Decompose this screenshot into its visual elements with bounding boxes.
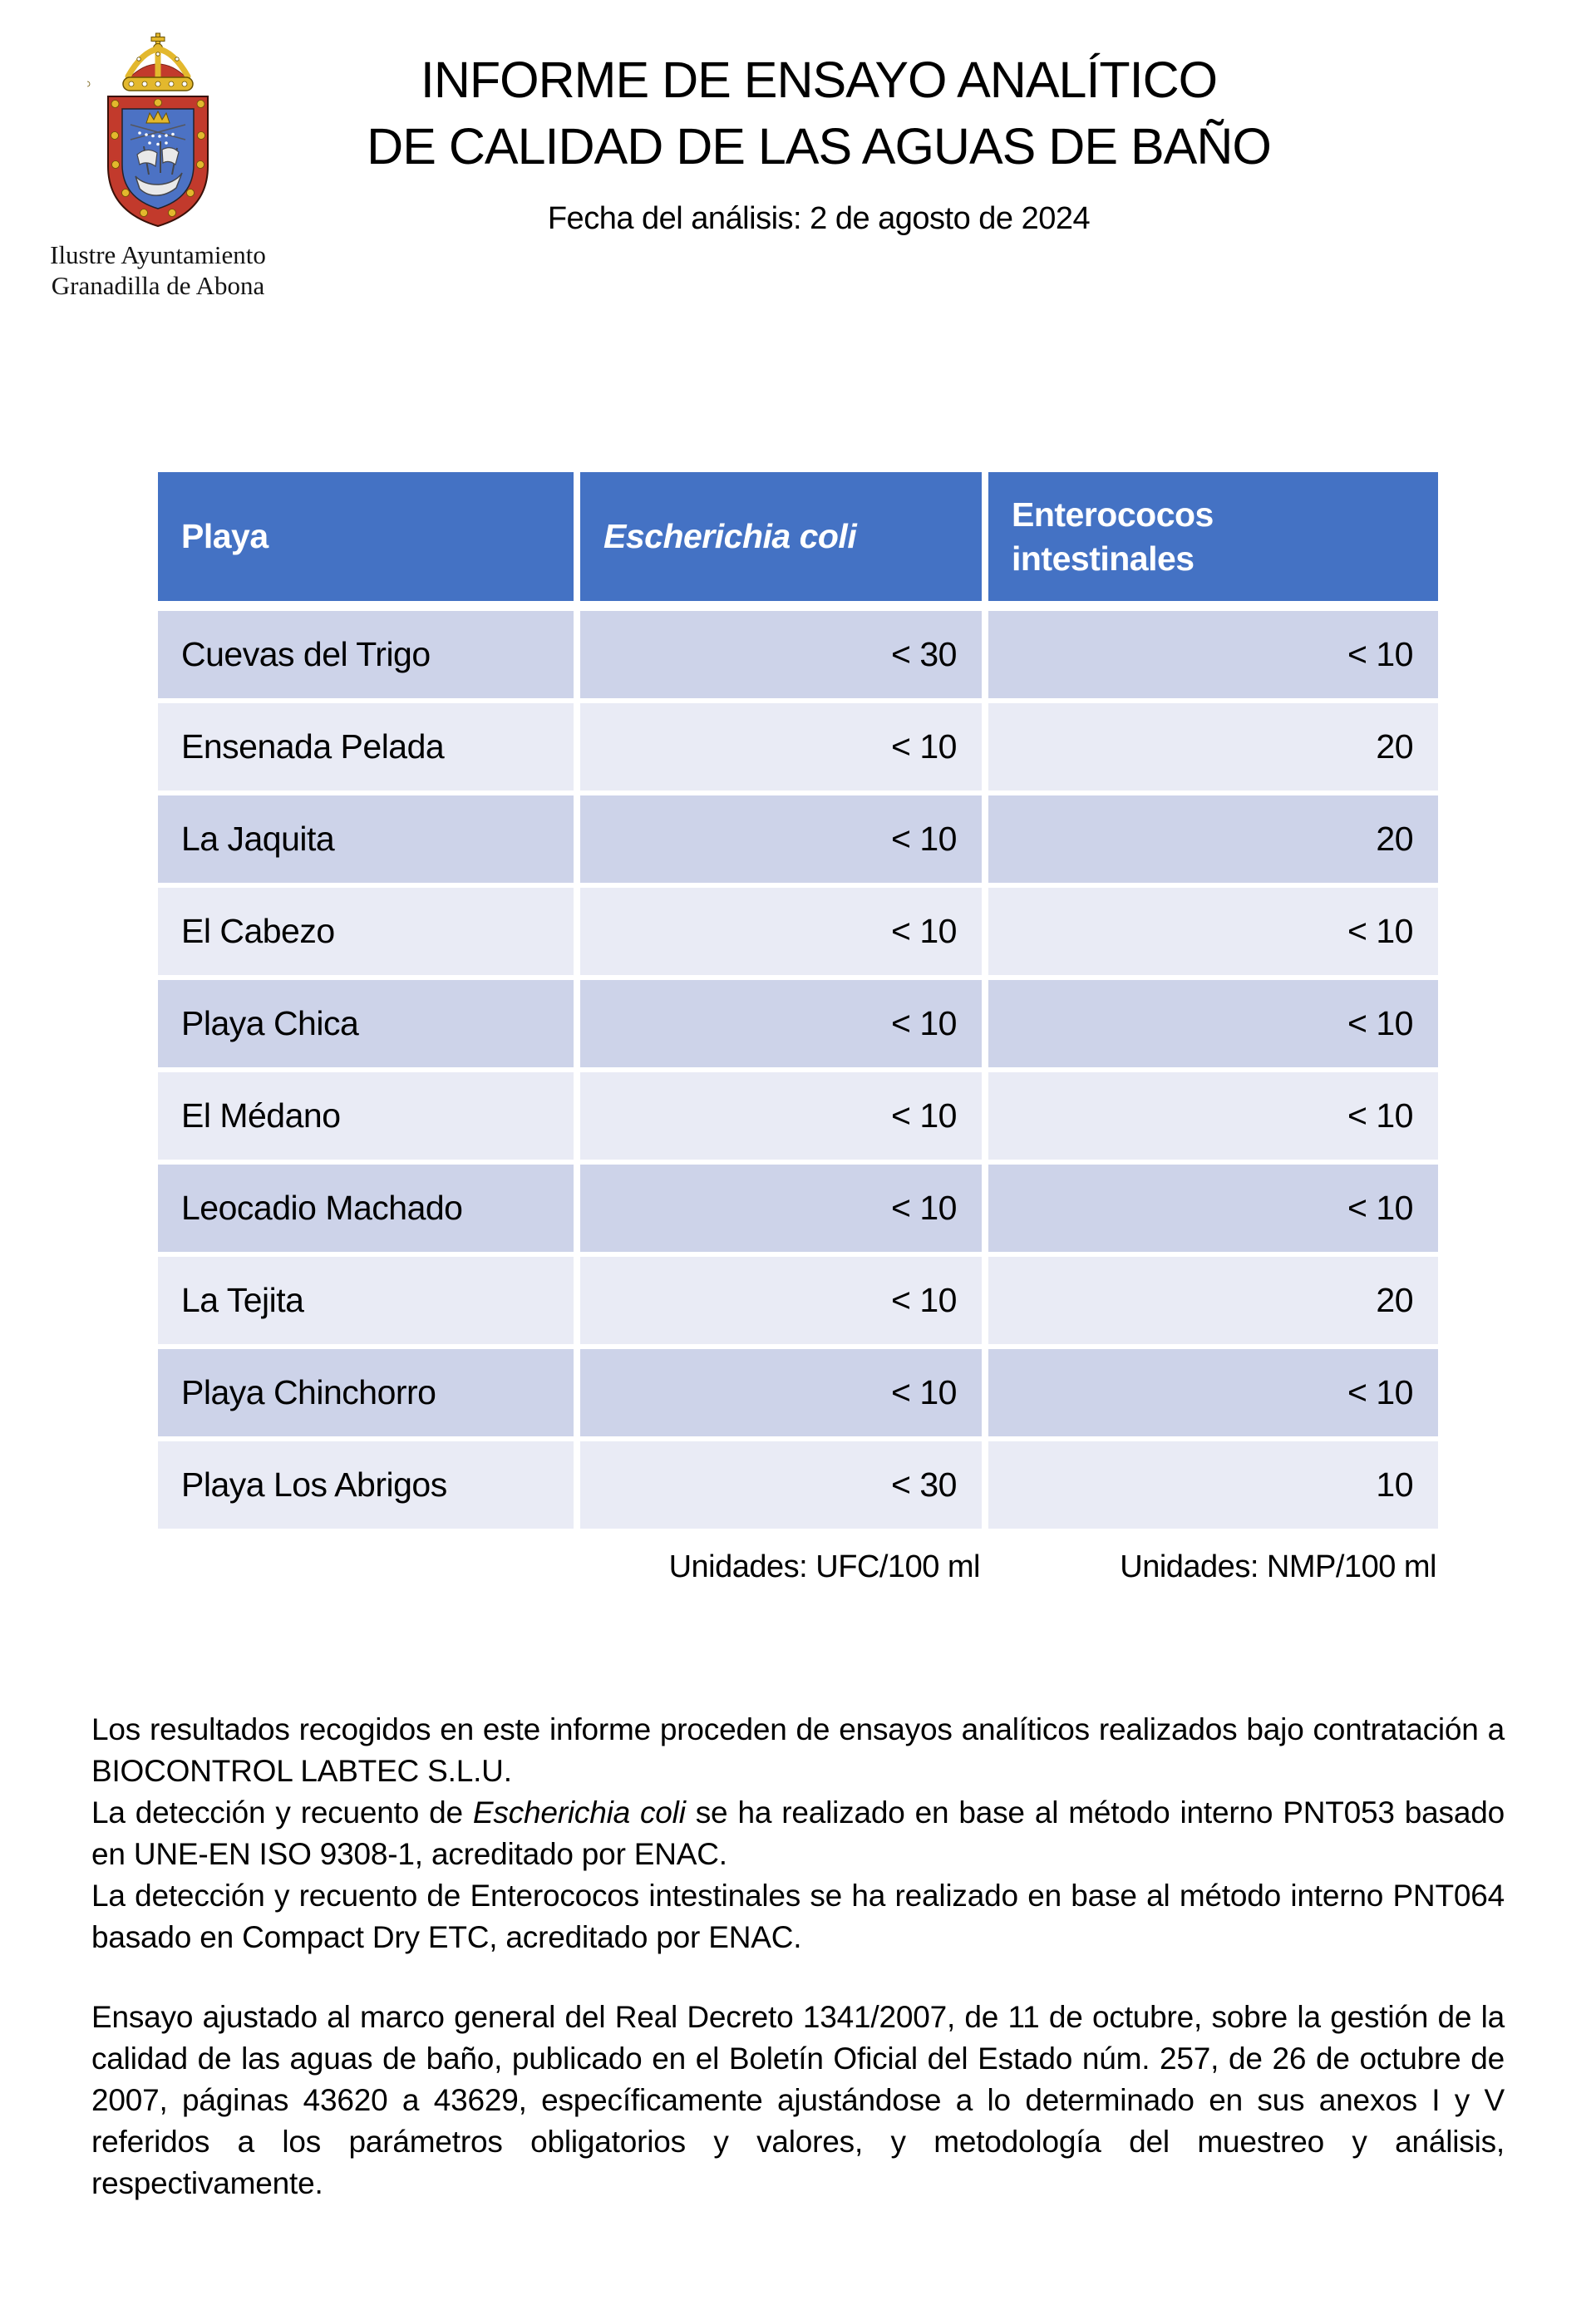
units-ecoli: Unidades: UFC/100 ml: [668, 1549, 980, 1584]
title-line-1: INFORME DE ENSAYO ANALÍTICO: [420, 52, 1218, 108]
logo-block: [46, 25, 270, 301]
cell-ecoli-value: < 10: [580, 980, 982, 1067]
cell-enterococos-value: < 10: [988, 1165, 1438, 1252]
page-title: [357, 47, 1280, 180]
notes-section: [91, 1709, 1505, 2204]
cell-playa-name: Ensenada Pelada: [158, 703, 574, 790]
cell-enterococos-value: 10: [988, 1441, 1438, 1529]
results-table-rows: [158, 611, 1438, 1529]
cell-enterococos-value: < 10: [988, 888, 1438, 975]
cell-playa-name: Cuevas del Trigo: [158, 611, 574, 698]
cell-playa-name: La Jaquita: [158, 795, 574, 883]
cell-ecoli-value: < 30: [580, 611, 982, 698]
cell-ecoli-value: < 10: [580, 1072, 982, 1160]
cell-enterococos-value: < 10: [988, 1072, 1438, 1160]
logo-org-line2: Granadilla de Abona: [51, 271, 265, 300]
cell-playa-name: Playa Los Abrigos: [158, 1441, 574, 1529]
cell-ecoli-value: < 30: [580, 1441, 982, 1529]
header-cell-playa: Playa: [158, 472, 574, 601]
cell-enterococos-value: < 10: [988, 1349, 1438, 1436]
note-ecoli-method: La detección y recuento de Escherichia coli se ha realizado en base al método interno PNT053 basado en UNE-EN ISO 9308-1, acreditado por ENAC.: [91, 1795, 1505, 1871]
logo-org-line1: Ilustre Ayuntamiento: [50, 240, 266, 269]
cell-ecoli-value: < 10: [580, 1349, 982, 1436]
cell-playa-name: El Médano: [158, 1072, 574, 1160]
note-legal-framework: Ensayo ajustado al marco general del Real Decreto 1341/2007, de 11 de octubre, sobre la gestión de la calidad de las aguas de baño, publicado en el Boletín Oficial del Estado núm. 257, de 26 de octubre de 2007, páginas 43620 a 43629, específicamente ajustándose a lo determinado en sus anexos I y V referidos a los parámetros obligatorios y valores, y metodología del muestreo y análisis, respectivamente.: [91, 2000, 1505, 2200]
note-enterococos-method: La detección y recuento de Enterococos intestinales se ha realizado en base al método interno PNT064 basado en Compact Dry ETC, acreditado por ENAC.: [91, 1879, 1505, 1954]
title-line-2: DE CALIDAD DE LAS AGUAS DE BAÑO: [367, 118, 1271, 175]
cell-playa-name: Leocadio Machado: [158, 1165, 574, 1252]
municipal-crest-icon: [87, 32, 229, 239]
cell-enterococos-value: 20: [988, 703, 1438, 790]
cell-ecoli-value: < 10: [580, 703, 982, 790]
units-row: [158, 1549, 1438, 1585]
cell-ecoli-value: < 10: [580, 1257, 982, 1344]
header-cell-ecoli: Escherichia coli: [580, 472, 982, 601]
cell-playa-name: Playa Chinchorro: [158, 1349, 574, 1436]
units-enterococos: Unidades: NMP/100 ml: [1120, 1549, 1436, 1584]
cell-playa-name: La Tejita: [158, 1257, 574, 1344]
cell-ecoli-value: < 10: [580, 888, 982, 975]
cell-enterococos-value: < 10: [988, 611, 1438, 698]
ecoli-species-italic: Escherichia coli: [472, 1795, 686, 1830]
header-cell-enterococos: Enterococos intestinales: [988, 472, 1438, 601]
cell-ecoli-value: < 10: [580, 1165, 982, 1252]
cell-ecoli-value: < 10: [580, 795, 982, 883]
cell-enterococos-value: 20: [988, 795, 1438, 883]
title-block: [357, 47, 1280, 237]
cell-enterococos-value: < 10: [988, 980, 1438, 1067]
results-table-header: [158, 472, 1438, 601]
analysis-date: Fecha del análisis: 2 de agosto de 2024: [547, 201, 1091, 236]
cell-playa-name: El Cabezo: [158, 888, 574, 975]
note-contractor: Los resultados recogidos en este informe proceden de ensayos analíticos realizados bajo contratación a BIOCONTROL LABTEC S.L.U.: [91, 1712, 1505, 1788]
cell-enterococos-value: 20: [988, 1257, 1438, 1344]
cell-playa-name: Playa Chica: [158, 980, 574, 1067]
